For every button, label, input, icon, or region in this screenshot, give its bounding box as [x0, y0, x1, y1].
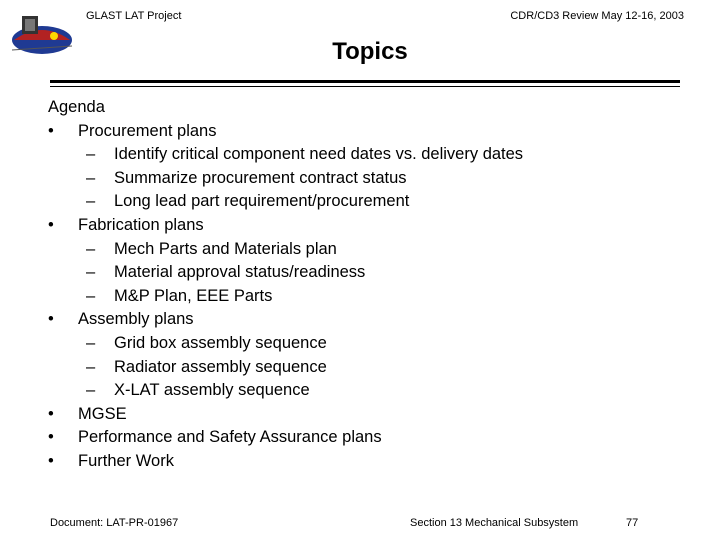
- sub-list-item: [48, 190, 688, 214]
- sub-list-item: [48, 379, 688, 403]
- sub-list-item: [48, 332, 688, 356]
- sub-list-item: [48, 261, 688, 285]
- agenda-label: Agenda: [48, 98, 105, 116]
- list-item: [48, 403, 688, 427]
- title-divider-thin: [50, 86, 680, 87]
- dash-icon: –: [86, 357, 96, 376]
- bullet-icon: •: [48, 121, 54, 140]
- list-item: [48, 426, 688, 450]
- list-item-label: MGSE: [78, 404, 127, 423]
- header-project: GLAST LAT Project: [86, 10, 182, 22]
- sub-list-item-label: Mech Parts and Materials plan: [114, 239, 337, 258]
- list-item-label: Assembly plans: [78, 310, 194, 329]
- bullet-icon: •: [48, 310, 54, 329]
- sub-list-item-label: Material approval status/readiness: [114, 263, 366, 282]
- list-item: [48, 214, 688, 238]
- sub-list-item-label: Grid box assembly sequence: [114, 333, 327, 352]
- page-title: Topics: [332, 38, 408, 65]
- list-item: [48, 450, 688, 474]
- sub-list-item: [48, 238, 688, 262]
- footer-document: Document: LAT-PR-01967: [50, 517, 179, 529]
- dash-icon: –: [86, 239, 96, 258]
- list-item: [48, 308, 688, 332]
- sub-list-item-label: Identify critical component need dates vs. delivery dates: [114, 145, 524, 164]
- bullet-icon: •: [48, 451, 54, 470]
- sub-list-item-label: Radiator assembly sequence: [114, 357, 327, 376]
- list-item-label: Procurement plans: [78, 121, 217, 140]
- bullet-icon: •: [48, 428, 54, 447]
- dash-icon: –: [86, 333, 96, 352]
- title-divider: [50, 80, 680, 83]
- dash-icon: –: [86, 286, 96, 305]
- bullet-icon: •: [48, 404, 54, 423]
- list-item-label: Further Work: [78, 451, 174, 470]
- footer-page-number: 77: [626, 517, 639, 529]
- dash-icon: –: [86, 168, 96, 187]
- dash-icon: –: [86, 192, 96, 211]
- sub-list-item: [48, 285, 688, 309]
- sub-list-item: [48, 356, 688, 380]
- footer-section: Section 13 Mechanical Subsystem: [410, 517, 579, 529]
- header-review: CDR/CD3 Review May 12-16, 2003: [510, 10, 684, 22]
- sub-list-item-label: Summarize procurement contract status: [114, 168, 407, 187]
- sub-list-item-label: Long lead part requirement/procurement: [114, 192, 410, 211]
- dash-icon: –: [86, 381, 96, 400]
- topics-list: [48, 96, 688, 474]
- sub-list-item: [48, 167, 688, 191]
- bullet-icon: •: [48, 215, 54, 234]
- dash-icon: –: [86, 263, 96, 282]
- list-item-label: Fabrication plans: [78, 215, 204, 234]
- sub-list-item-label: M&P Plan, EEE Parts: [114, 286, 273, 305]
- sub-list-item-label: X-LAT assembly sequence: [114, 381, 310, 400]
- list-item-label: Performance and Safety Assurance plans: [78, 428, 382, 447]
- dash-icon: –: [86, 145, 96, 164]
- list-item: [48, 120, 688, 144]
- sub-list-item: [48, 143, 688, 167]
